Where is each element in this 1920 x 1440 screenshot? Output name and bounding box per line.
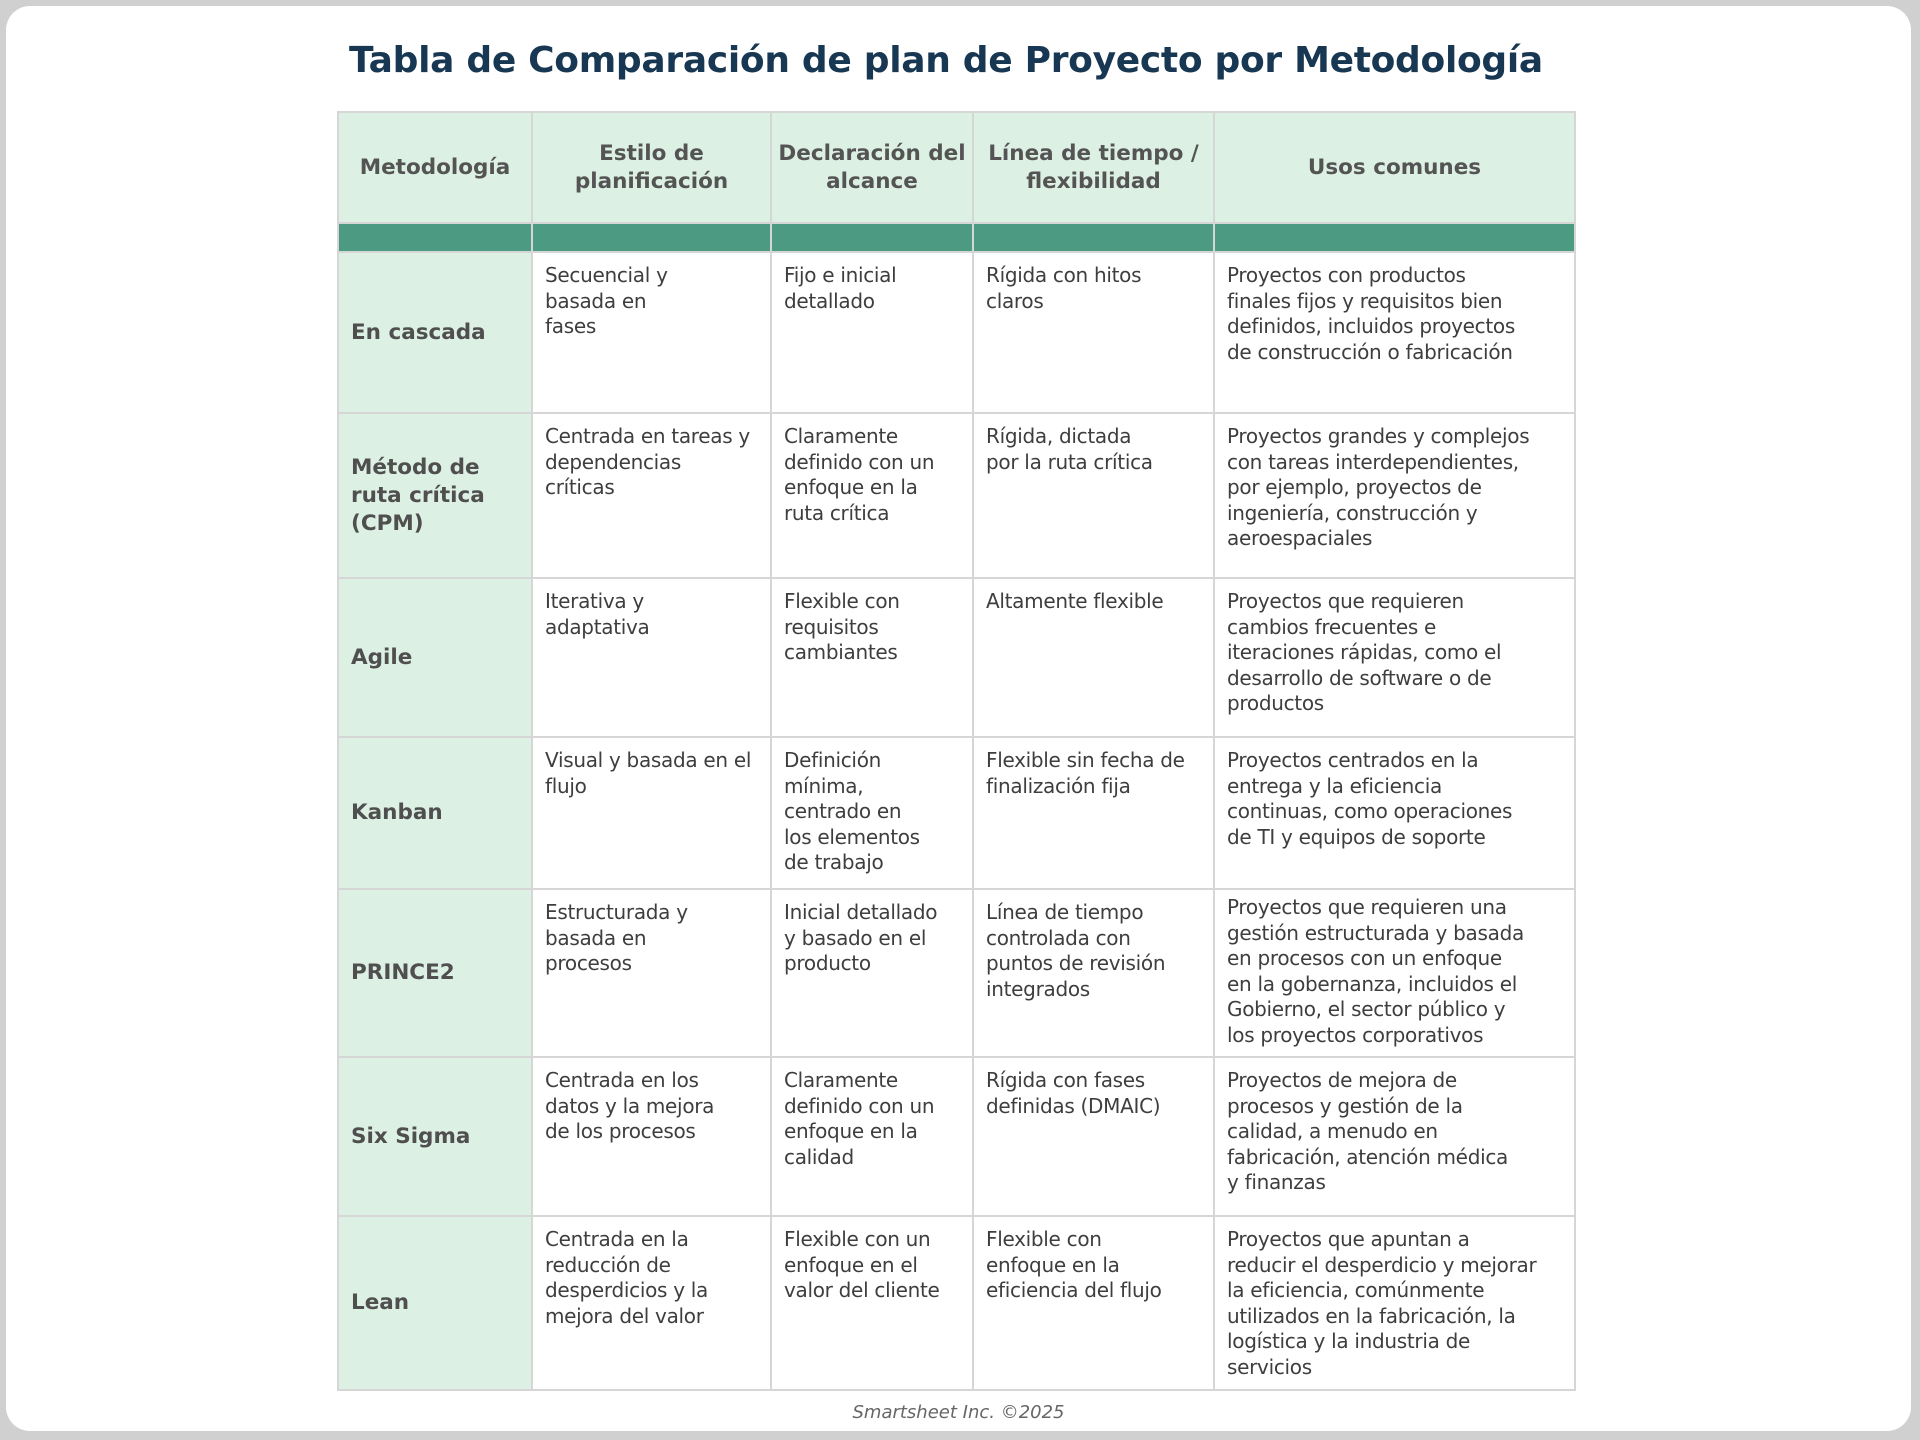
timeline-cell: Altamente flexible [973,578,1214,737]
methodology-cell: Lean [338,1216,532,1390]
methodology-cell: Método de ruta crítica (CPM) [338,413,532,578]
methodology-cell: Kanban [338,737,532,889]
scope-cell: Claramente definido con un enfoque en la calidad [771,1057,973,1216]
methodology-cell: Agile [338,578,532,737]
common-uses-cell: Proyectos que apuntan a reducir el desperdicio y mejorar la eficiencia, comúnmente utilizados en la fabricación, la logística y la industria de servicios [1214,1216,1575,1390]
planning-style-cell: Centrada en tareas y dependencias críticas [532,413,771,578]
common-uses-cell: Proyectos de mejora de procesos y gestión de la calidad, a menudo en fabricación, atención médica y finanzas [1214,1057,1575,1216]
page-title: Tabla de Comparación de plan de Proyecto por Metodología [349,40,1543,81]
timeline-cell: Rígida con hitos claros [973,252,1214,413]
header-accent-band [338,223,1575,252]
timeline-cell: Línea de tiempo controlada con puntos de revisión integrados [973,889,1214,1057]
table-row [338,578,1575,737]
header-scope: Declaración del alcance [771,112,973,223]
methodology-cell: PRINCE2 [338,889,532,1057]
table-row [338,413,1575,578]
timeline-cell: Flexible sin fecha de finalización fija [973,737,1214,889]
table-row [338,1057,1575,1216]
table-row [338,1216,1575,1390]
common-uses-cell: Proyectos con productos finales fijos y requisitos bien definidos, incluidos proyectos de construcción o fabricación [1214,252,1575,413]
table-header-row [338,112,1575,223]
document-page [6,6,1911,1431]
footer-credit: Smartsheet Inc. ©2025 [852,1402,1065,1423]
common-uses-cell: Proyectos que requieren una gestión estructurada y basada en procesos con un enfoque en la gobernanza, incluidos el Gobierno, el sector público y los proyectos corporativos [1214,889,1575,1057]
methodology-cell: En cascada [338,252,532,413]
planning-style-cell: Centrada en la reducción de desperdicios y la mejora del valor [532,1216,771,1390]
planning-style-cell: Estructurada y basada en procesos [532,889,771,1057]
scope-cell: Claramente definido con un enfoque en la ruta crítica [771,413,973,578]
common-uses-cell: Proyectos grandes y complejos con tareas interdependientes, por ejemplo, proyectos de ingeniería, construcción y aeroespaciales [1214,413,1575,578]
timeline-cell: Flexible con enfoque en la eficiencia del flujo [973,1216,1214,1390]
common-uses-cell: Proyectos que requieren cambios frecuentes e iteraciones rápidas, como el desarrollo de software o de productos [1214,578,1575,737]
scope-cell: Inicial detallado y basado en el producto [771,889,973,1057]
table-row [338,737,1575,889]
scope-cell: Flexible con requisitos cambiantes [771,578,973,737]
planning-style-cell: Centrada en los datos y la mejora de los procesos [532,1057,771,1216]
common-uses-cell: Proyectos centrados en la entrega y la eficiencia continuas, como operaciones de TI y equipos de soporte [1214,737,1575,889]
planning-style-cell: Secuencial y basada en fases [532,252,771,413]
table-row [338,252,1575,413]
scope-cell: Definición mínima, centrado en los elementos de trabajo [771,737,973,889]
header-timeline: Línea de tiempo / flexibilidad [973,112,1214,223]
header-common-uses: Usos comunes [1214,112,1575,223]
planning-style-cell: Visual y basada en el flujo [532,737,771,889]
methodology-cell: Six Sigma [338,1057,532,1216]
comparison-table [337,111,1576,1391]
timeline-cell: Rígida con fases definidas (DMAIC) [973,1057,1214,1216]
header-planning-style: Estilo de planificación [532,112,771,223]
planning-style-cell: Iterativa y adaptativa [532,578,771,737]
table-row [338,889,1575,1057]
timeline-cell: Rígida, dictada por la ruta crítica [973,413,1214,578]
header-methodology: Metodología [338,112,532,223]
scope-cell: Fijo e inicial detallado [771,252,973,413]
scope-cell: Flexible con un enfoque en el valor del cliente [771,1216,973,1390]
